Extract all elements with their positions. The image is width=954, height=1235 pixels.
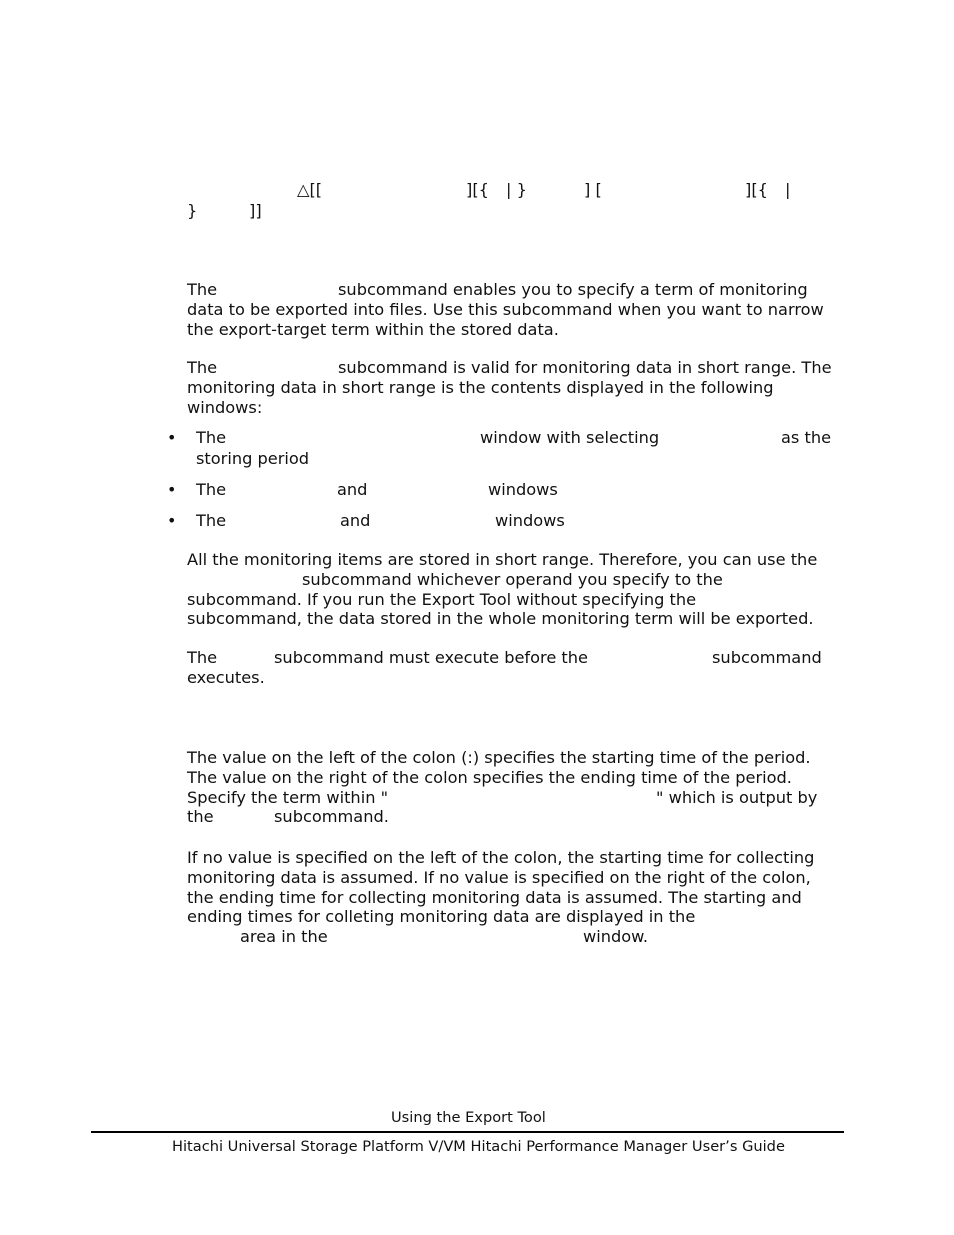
text: subcommand must execute before the xyxy=(274,648,588,667)
bullet-icon: • xyxy=(167,511,177,530)
syntax-token: ]] xyxy=(249,201,262,220)
text: monitoring data is assumed. If no value is specified on the right of the colon, xyxy=(187,867,811,887)
description-paragraph-3 xyxy=(187,550,847,629)
text: and xyxy=(337,480,368,499)
text: window with selecting xyxy=(480,428,660,447)
text: The xyxy=(196,428,227,447)
text: subcommand enables you to specify a term of monitoring xyxy=(338,280,808,299)
text: monitoring data in short range is the contents displayed in the following xyxy=(187,377,774,397)
text: storing period xyxy=(196,449,310,468)
text: window. xyxy=(583,927,649,947)
text: ending times for colleting monitoring data are displayed in the xyxy=(187,907,696,927)
text: windows xyxy=(495,511,565,530)
text: subcommand. xyxy=(274,807,389,827)
text: The xyxy=(196,511,227,530)
syntax-token: ][{ xyxy=(466,180,489,199)
text: windows xyxy=(488,480,558,499)
text: " which is output by xyxy=(656,787,818,807)
text: The xyxy=(187,358,218,377)
text: data to be exported into files. Use this subcommand when you want to narrow xyxy=(187,299,824,319)
text: subcommand. If you run the Export Tool without specifying the xyxy=(187,589,697,609)
text: The value on the left of the colon (:) specifies the starting time of the period. xyxy=(187,748,811,767)
syntax-token: | xyxy=(785,180,791,199)
description-paragraph-1 xyxy=(187,280,847,339)
text: If no value is specified on the left of the colon, the starting time for collecting xyxy=(187,848,815,867)
text: executes. xyxy=(187,667,265,687)
text: The xyxy=(187,280,218,299)
text: subcommand, the data stored in the whole monitoring term will be exported. xyxy=(187,609,814,629)
syntax-token: △[[ xyxy=(297,180,323,199)
operand-paragraph-1 xyxy=(187,748,847,827)
text: All the monitoring items are stored in short range. Therefore, you can use the xyxy=(187,550,818,569)
text: the ending time for collecting monitoring data is assumed. The starting and xyxy=(187,887,802,907)
text: The xyxy=(187,648,218,667)
footer-divider xyxy=(91,1131,844,1133)
text: The xyxy=(196,480,227,499)
syntax-token: } xyxy=(187,201,198,220)
text: Specify the term within " xyxy=(187,787,389,807)
operand-paragraph-2 xyxy=(187,848,847,947)
syntax-token: ] [ xyxy=(584,180,602,199)
bullet-icon: • xyxy=(167,428,177,447)
text: subcommand whichever operand you specify to the xyxy=(302,569,723,589)
text: The value on the right of the colon specifies the ending time of the period. xyxy=(187,767,792,787)
description-paragraph-4 xyxy=(187,648,847,688)
text: the xyxy=(187,807,214,827)
text: and xyxy=(340,511,371,530)
text: subcommand is valid for monitoring data in short range. The xyxy=(338,358,832,377)
text: area in the xyxy=(240,927,328,947)
description-paragraph-2 xyxy=(187,358,847,417)
text: the export-target term within the stored data. xyxy=(187,319,559,339)
footer-section-title: Using the Export Tool xyxy=(391,1109,546,1126)
text: subcommand xyxy=(712,648,822,667)
text: windows: xyxy=(187,397,263,417)
footer-guide-title: Hitachi Universal Storage Platform V/VM Hitachi Performance Manager User’s Guide xyxy=(172,1138,785,1155)
syntax-token: | } xyxy=(506,180,527,199)
text: as the xyxy=(781,428,832,447)
syntax-token: ][{ xyxy=(745,180,768,199)
bullet-icon: • xyxy=(167,480,177,499)
